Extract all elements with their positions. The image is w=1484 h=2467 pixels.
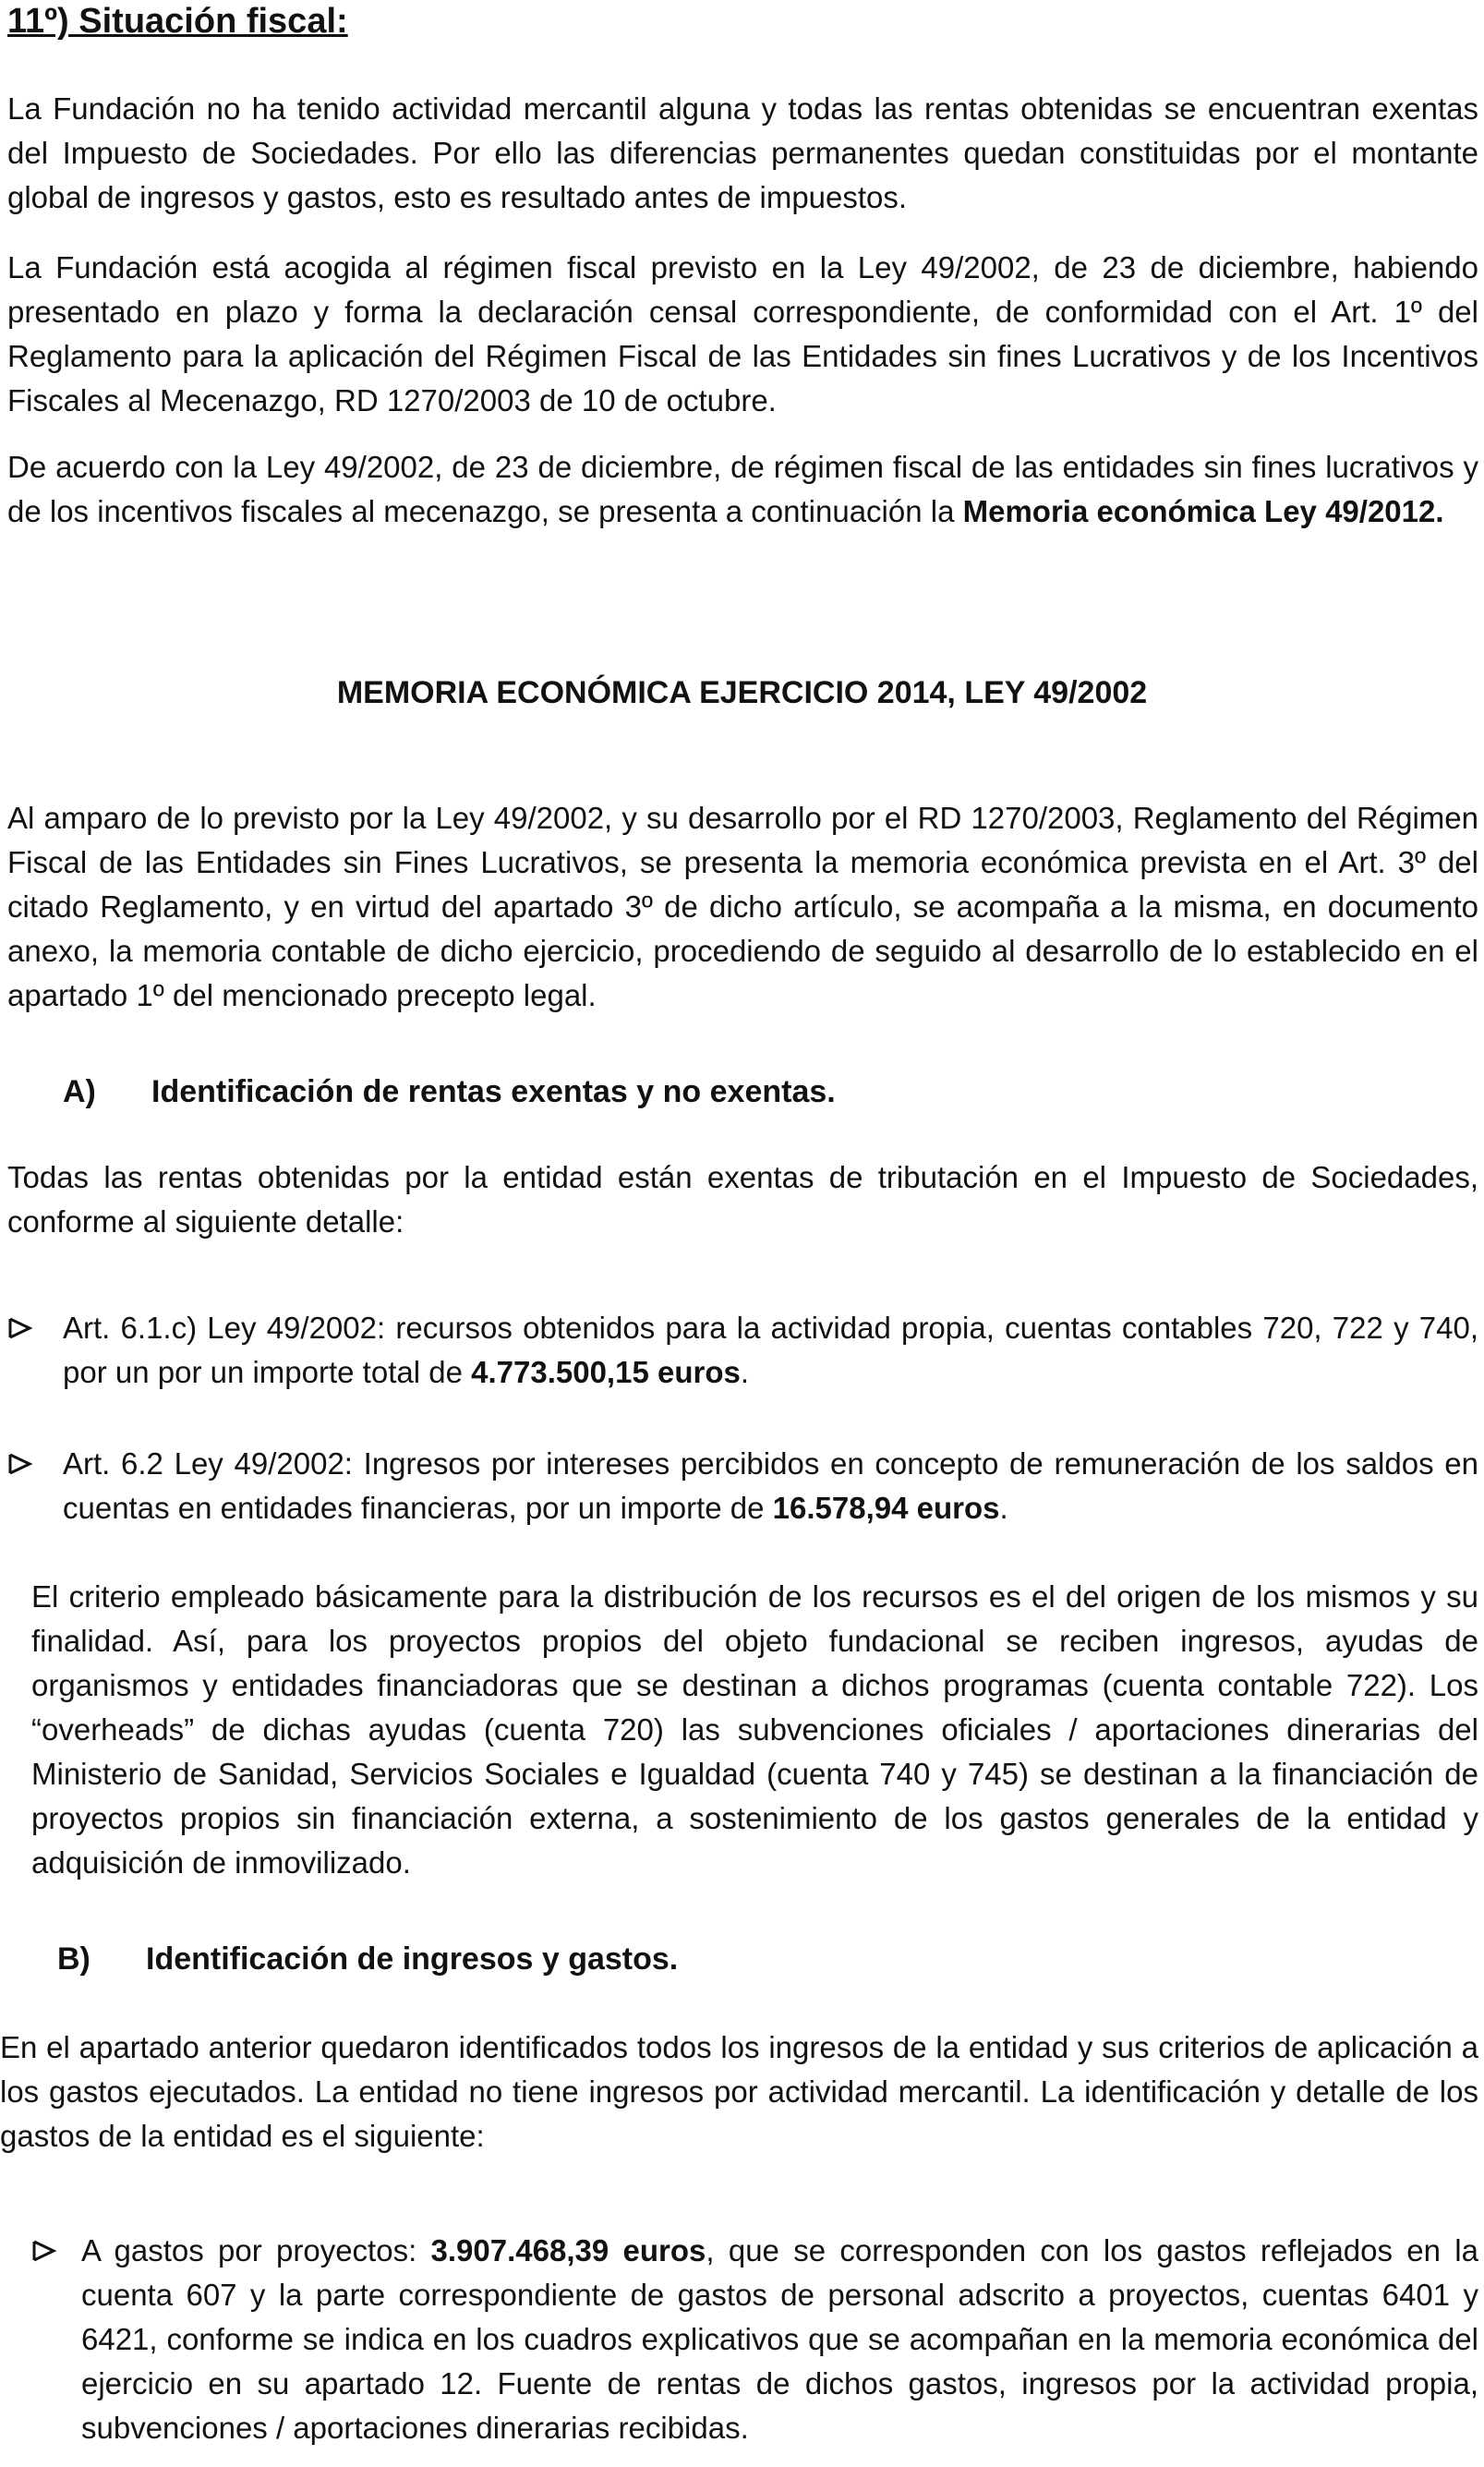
- bullet-item-art-6-2: [7, 1442, 1478, 1534]
- section-b-heading: [57, 1937, 678, 1981]
- bullet-item-art-6-1: [7, 1306, 1478, 1398]
- arrow-bullet-icon: [31, 2231, 59, 2267]
- bullet3-text: A gastos por proyectos:: [81, 2233, 431, 2267]
- paragraph-rentas-exentas: Todas las rentas obtenidas por la entidad están exentas de tributación en el Impuesto de Sociedades, conforme al siguiente detalle:: [7, 1160, 1478, 1239]
- bullet-text-art-6-2: [63, 1442, 1478, 1530]
- paragraph-memoria-intro: [7, 445, 1478, 534]
- bullet-item-gastos-proyectos: [31, 2229, 1478, 2460]
- paragraph-amparo: Al amparo de lo previsto por la Ley 49/2002, y su desarrollo por el RD 1270/2003, Reglamento del Régimen Fiscal de las Entidades sin Fines Lucrativos, se presenta la memoria económica prevista en el Art. 3º del citado Reglamento, y en virtud del apartado 3º de dicho artículo, se acompaña a la misma, en documento anexo, la memoria contable de dicho ejercicio, procediendo de seguido al desarrollo de lo establecido en el apartado 1º del mencionado precepto legal.: [7, 801, 1478, 1012]
- section-a-heading: [63, 1070, 836, 1114]
- bullet1-text: Art. 6.1.c) Ley 49/2002: recursos obtenidos para la actividad propia, cuentas contables 720, 722 y 740, por un por un importe total de: [63, 1311, 1478, 1389]
- paragraph-fiscal-regime: La Fundación está acogida al régimen fiscal previsto en la Ley 49/2002, de 23 de diciembre, habiendo presentado en plazo y forma la declaración censal correspondiente, de conformidad con el Art. 1º del Reglamento para la aplicación del Régimen Fiscal de las Entidades sin fines Lucrativos y de los Incentivos Fiscales al Mecenazgo, RD 1270/2003 de 10 de octubre.: [7, 250, 1478, 417]
- bullet2-text: Art. 6.2 Ley 49/2002: Ingresos por intereses percibidos en concepto de remuneración de los saldos en cuentas en entidades financieras, por un importe de: [63, 1446, 1478, 1525]
- section-a-letter: A): [63, 1074, 96, 1109]
- bullet1-amount: 4.773.500,15 euros: [471, 1355, 741, 1389]
- arrow-bullet-icon: [7, 1444, 35, 1481]
- section-title: 11º) Situación fiscal:: [7, 2, 348, 41]
- paragraph-exemption: La Fundación no ha tenido actividad mercantil alguna y todas las rentas obtenidas se encuentran exentas del Impuesto de Sociedades. Por ello las diferencias permanentes quedan constituidas por el montante global de ingresos y gastos, esto es resultado antes de impuestos.: [7, 91, 1478, 214]
- bullet-text-gastos-proyectos: [81, 2229, 1478, 2450]
- bullet3-tail: , que se corresponden con los gastos reflejados en la cuenta 607 y la parte correspondiente de gastos de personal adscrito a proyectos, cuentas 6401 y 6421, conforme se indica en los cuadros explicativos que se acompañan en la memoria económica del ejercicio en su apartado 12. Fuente de rentas de dichos gastos, ingresos por la actividad propia, subvenciones / aportaciones dinerarias recibidas.: [81, 2233, 1478, 2445]
- section-b-letter: B): [57, 1941, 90, 1977]
- bullet1-tail: .: [740, 1355, 749, 1389]
- bullet-text-art-6-1: [63, 1306, 1478, 1395]
- memoria-intro-text: De acuerdo con la Ley 49/2002, de 23 de diciembre, de régimen fiscal de las entidades sin fines lucrativos y de los incentivos fiscales al mecenazgo, se presenta a continuación la: [7, 450, 1478, 528]
- memoria-intro-bold: Memoria económica Ley 49/2012.: [962, 494, 1444, 528]
- paragraph-criterio: El criterio empleado básicamente para la distribución de los recursos es el del origen de los mismos y su finalidad. Así, para los proyectos propios del objeto fundacional se reciben ingresos, ayudas de organismos y entidades financiadoras que se destinan a dichos programas (cuenta contable 722). Los “overheads” de dichas ayudas (cuenta 720) las subvenciones oficiales / aportaciones dinerarias del Ministerio de Sanidad, Servicios Sociales e Igualdad (cuenta 740 y 745) se destinan a la financiación de proyectos propios sin financiación externa, a sostenimiento de los gastos generales de la entidad y adquisición de inmovilizado.: [31, 1579, 1478, 1880]
- paragraph-ingresos-gastos: En el apartado anterior quedaron identificados todos los ingresos de la entidad y sus criterios de aplicación a los gastos ejecutados. La entidad no tiene ingresos por actividad mercantil. La identificación y detalle de los gastos de la entidad es el siguiente:: [0, 2030, 1478, 2153]
- bullet3-amount: 3.907.468,39 euros: [430, 2233, 706, 2267]
- bullet2-tail: .: [999, 1491, 1008, 1525]
- section-a-title: Identificación de rentas exentas y no exentas.: [151, 1074, 836, 1109]
- memoria-title: MEMORIA ECONÓMICA EJERCICIO 2014, LEY 49/2002: [336, 675, 1148, 710]
- bullet2-amount: 16.578,94 euros: [772, 1491, 1000, 1525]
- section-b-title: Identificación de ingresos y gastos.: [146, 1941, 679, 1977]
- arrow-bullet-icon: [7, 1308, 35, 1345]
